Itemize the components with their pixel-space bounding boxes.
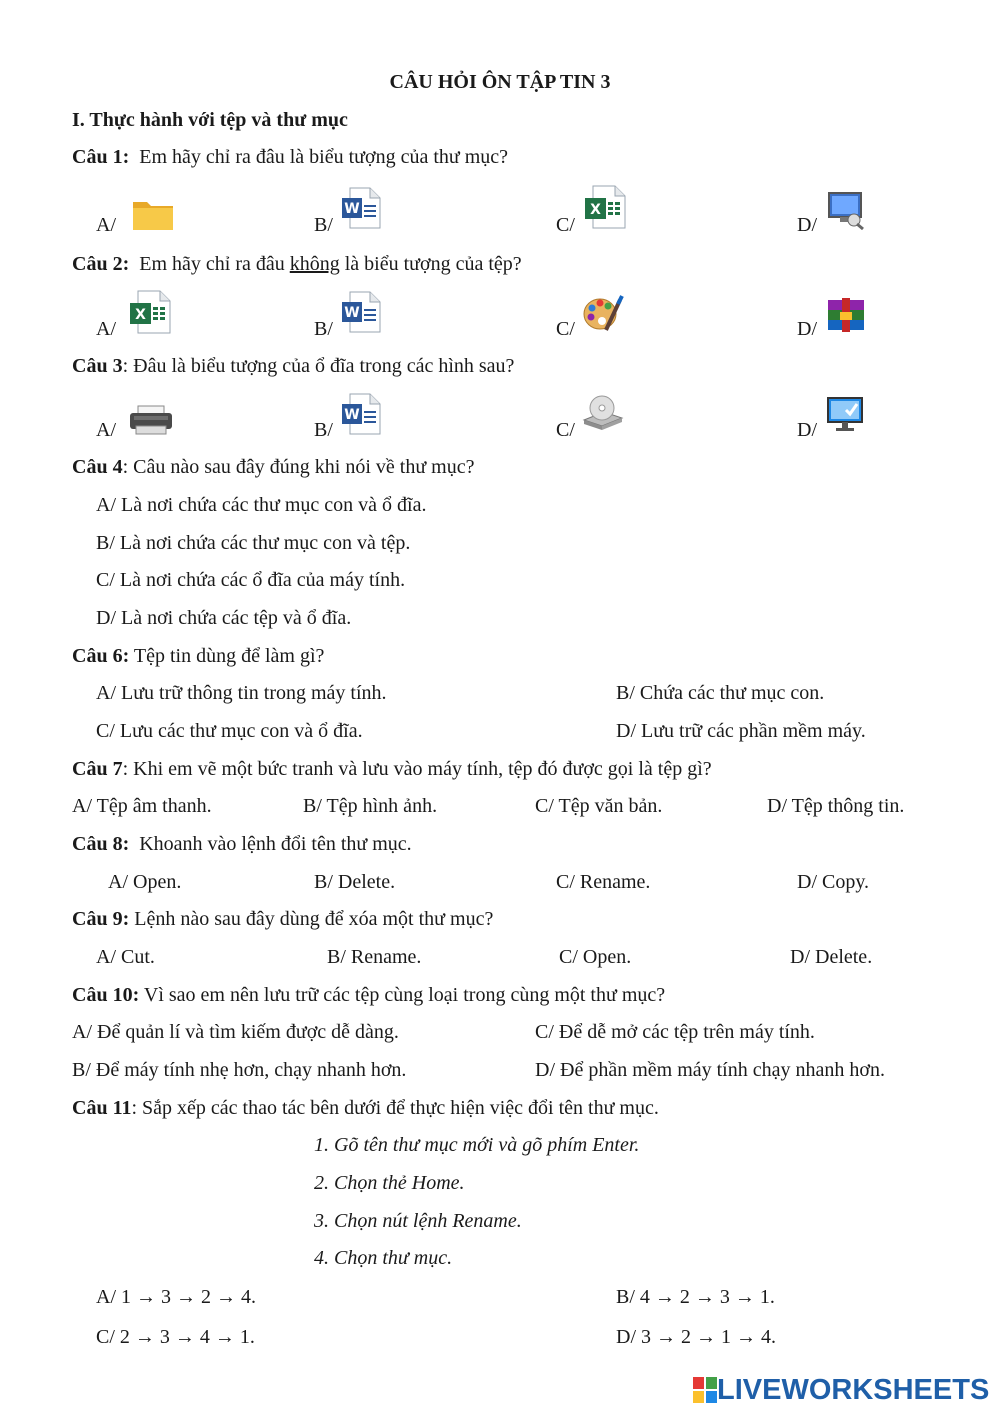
q8-option-c[interactable]: C/ Rename. xyxy=(556,871,651,893)
question-9 xyxy=(72,907,493,931)
question-8 xyxy=(72,832,412,856)
printer-icon[interactable] xyxy=(128,404,174,436)
q11-step-3: 3. Chọn nút lệnh Rename. xyxy=(314,1210,522,1232)
word-document-icon[interactable] xyxy=(340,290,382,334)
computer-icon[interactable] xyxy=(826,190,866,230)
q4-option-c[interactable]: C/ Là nơi chứa các ổ đĩa của máy tính. xyxy=(96,569,406,591)
q1-option-c-label[interactable]: C/ xyxy=(556,214,575,236)
q6-option-a[interactable]: A/ Lưu trữ thông tin trong máy tính. xyxy=(96,682,387,704)
question-8-text: Khoanh vào lệnh đổi tên thư mục. xyxy=(139,833,412,855)
question-2-negation: không xyxy=(289,253,340,275)
q2-option-b-label[interactable]: B/ xyxy=(314,318,333,340)
q9-option-d[interactable]: D/ Delete. xyxy=(790,946,873,968)
q4-option-a[interactable]: A/ Là nơi chứa các thư mục con và ổ đĩa. xyxy=(96,494,427,516)
question-6 xyxy=(72,644,324,668)
word-document-icon[interactable] xyxy=(340,186,382,230)
question-9-text: Lệnh nào sau đây dùng để xóa một thư mục? xyxy=(129,908,494,930)
q4-option-b[interactable]: B/ Là nơi chứa các thư mục con và tệp. xyxy=(96,532,411,554)
question-7-label: Câu 7 xyxy=(72,758,123,780)
question-1-label: Câu 1: xyxy=(72,146,130,168)
svg-text:W: W xyxy=(344,305,360,321)
section-heading: I. Thực hành với tệp và thư mục xyxy=(72,109,348,131)
q7-option-d[interactable]: D/ Tệp thông tin. xyxy=(767,795,905,817)
q11-step-1: 1. Gõ tên thư mục mới và gõ phím Enter. xyxy=(314,1134,640,1156)
question-11 xyxy=(72,1096,659,1120)
question-4-label: Câu 4 xyxy=(72,456,123,478)
excel-document-icon[interactable] xyxy=(128,289,172,337)
q9-option-b[interactable]: B/ Rename. xyxy=(327,946,422,968)
question-1 xyxy=(72,145,508,169)
excel-document-icon[interactable] xyxy=(583,184,627,232)
cd-drive-icon[interactable] xyxy=(582,394,624,434)
question-6-text: Tệp tin dùng để làm gì? xyxy=(129,645,325,667)
word-document-icon[interactable] xyxy=(340,392,382,436)
liveworksheets-logo-text: LIVEWORKSHEETS xyxy=(717,1373,990,1406)
q11-option-b[interactable]: B/ 4 → 2 → 3 → 1. xyxy=(616,1286,775,1308)
question-11-text: : Sắp xếp các thao tác bên dưới để thực hiện việc đổi tên thư mục. xyxy=(131,1097,659,1119)
question-4 xyxy=(72,455,474,479)
q11-step-4: 4. Chọn thư mục. xyxy=(314,1247,453,1269)
svg-text:W: W xyxy=(344,201,360,217)
question-7 xyxy=(72,757,712,781)
q2-option-c-label[interactable]: C/ xyxy=(556,318,575,340)
q2-option-a-label[interactable]: A/ xyxy=(96,318,116,340)
svg-text:X: X xyxy=(135,307,146,323)
q1-option-d-label[interactable]: D/ xyxy=(797,214,817,236)
q1-option-a-label[interactable]: A/ xyxy=(96,214,116,236)
q6-option-b[interactable]: B/ Chứa các thư mục con. xyxy=(616,682,825,704)
question-3 xyxy=(72,354,514,378)
q11-option-d[interactable]: D/ 3 → 2 → 1 → 4. xyxy=(616,1326,776,1348)
question-2-text-post: là biểu tượng của tệp? xyxy=(339,253,522,275)
question-9-label: Câu 9: xyxy=(72,908,130,930)
question-8-label: Câu 8: xyxy=(72,833,130,855)
question-6-label: Câu 6: xyxy=(72,645,130,667)
q10-option-c[interactable]: C/ Để dễ mở các tệp trên máy tính. xyxy=(535,1021,815,1043)
q3-option-d-label[interactable]: D/ xyxy=(797,419,817,441)
question-3-label: Câu 3 xyxy=(72,355,123,377)
q10-option-b[interactable]: B/ Để máy tính nhẹ hơn, chạy nhanh hơn. xyxy=(72,1059,407,1081)
q10-option-a[interactable]: A/ Để quản lí và tìm kiếm được dễ dàng. xyxy=(72,1021,399,1043)
q1-option-b-label[interactable]: B/ xyxy=(314,214,333,236)
q7-option-a[interactable]: A/ Tệp âm thanh. xyxy=(72,795,212,817)
q6-option-c[interactable]: C/ Lưu các thư mục con và ổ đĩa. xyxy=(96,720,363,742)
q11-step-2: 2. Chọn thẻ Home. xyxy=(314,1172,465,1194)
q7-option-b[interactable]: B/ Tệp hình ảnh. xyxy=(303,795,438,817)
q6-option-d[interactable]: D/ Lưu trữ các phần mềm máy. xyxy=(616,720,866,742)
q2-option-d-label[interactable]: D/ xyxy=(797,318,817,340)
question-10 xyxy=(72,983,665,1007)
question-4-text: : Câu nào sau đây đúng khi nói về thư mục? xyxy=(122,456,475,478)
q9-option-a[interactable]: A/ Cut. xyxy=(96,946,155,968)
question-11-label: Câu 11 xyxy=(72,1097,132,1119)
question-10-text: Vì sao em nên lưu trữ các tệp cùng loại trong cùng một thư mục? xyxy=(139,984,666,1006)
q11-option-c[interactable]: C/ 2 → 3 → 4 → 1. xyxy=(96,1326,255,1348)
page-title: CÂU HỎI ÔN TẬP TIN 3 xyxy=(389,71,611,93)
q3-option-a-label[interactable]: A/ xyxy=(96,419,116,441)
q4-option-d[interactable]: D/ Là nơi chứa các tệp và ổ đĩa. xyxy=(96,607,352,629)
liveworksheets-logo-icon xyxy=(693,1377,717,1403)
question-1-text: Em hãy chỉ ra đâu là biểu tượng của thư mục? xyxy=(139,146,509,168)
paint-palette-icon[interactable] xyxy=(582,294,624,334)
question-10-label: Câu 10: xyxy=(72,984,140,1006)
q10-option-d[interactable]: D/ Để phần mềm máy tính chạy nhanh hơn. xyxy=(535,1059,885,1081)
q7-option-c[interactable]: C/ Tệp văn bản. xyxy=(535,795,663,817)
q9-option-c[interactable]: C/ Open. xyxy=(559,946,632,968)
question-3-text: : Đâu là biểu tượng của ổ đĩa trong các hình sau? xyxy=(122,355,515,377)
svg-text:X: X xyxy=(590,202,601,218)
liveworksheets-logo[interactable] xyxy=(693,1374,989,1406)
winrar-archive-icon[interactable] xyxy=(826,298,866,334)
question-7-text: : Khi em vẽ một bức tranh và lưu vào máy tính, tệp đó được gọi là tệp gì? xyxy=(122,758,712,780)
monitor-icon[interactable] xyxy=(826,396,866,434)
q8-option-d[interactable]: D/ Copy. xyxy=(797,871,870,893)
question-2-text-pre: Em hãy chỉ ra đâu xyxy=(139,253,290,275)
q3-option-c-label[interactable]: C/ xyxy=(556,419,575,441)
question-2 xyxy=(72,252,522,276)
q11-option-a[interactable]: A/ 1 → 3 → 2 → 4. xyxy=(96,1286,256,1308)
q8-option-b[interactable]: B/ Delete. xyxy=(314,871,396,893)
q8-option-a[interactable]: A/ Open. xyxy=(108,871,182,893)
folder-icon[interactable] xyxy=(131,196,175,232)
q3-option-b-label[interactable]: B/ xyxy=(314,419,333,441)
svg-text:W: W xyxy=(344,407,360,423)
question-2-label: Câu 2: xyxy=(72,253,130,275)
